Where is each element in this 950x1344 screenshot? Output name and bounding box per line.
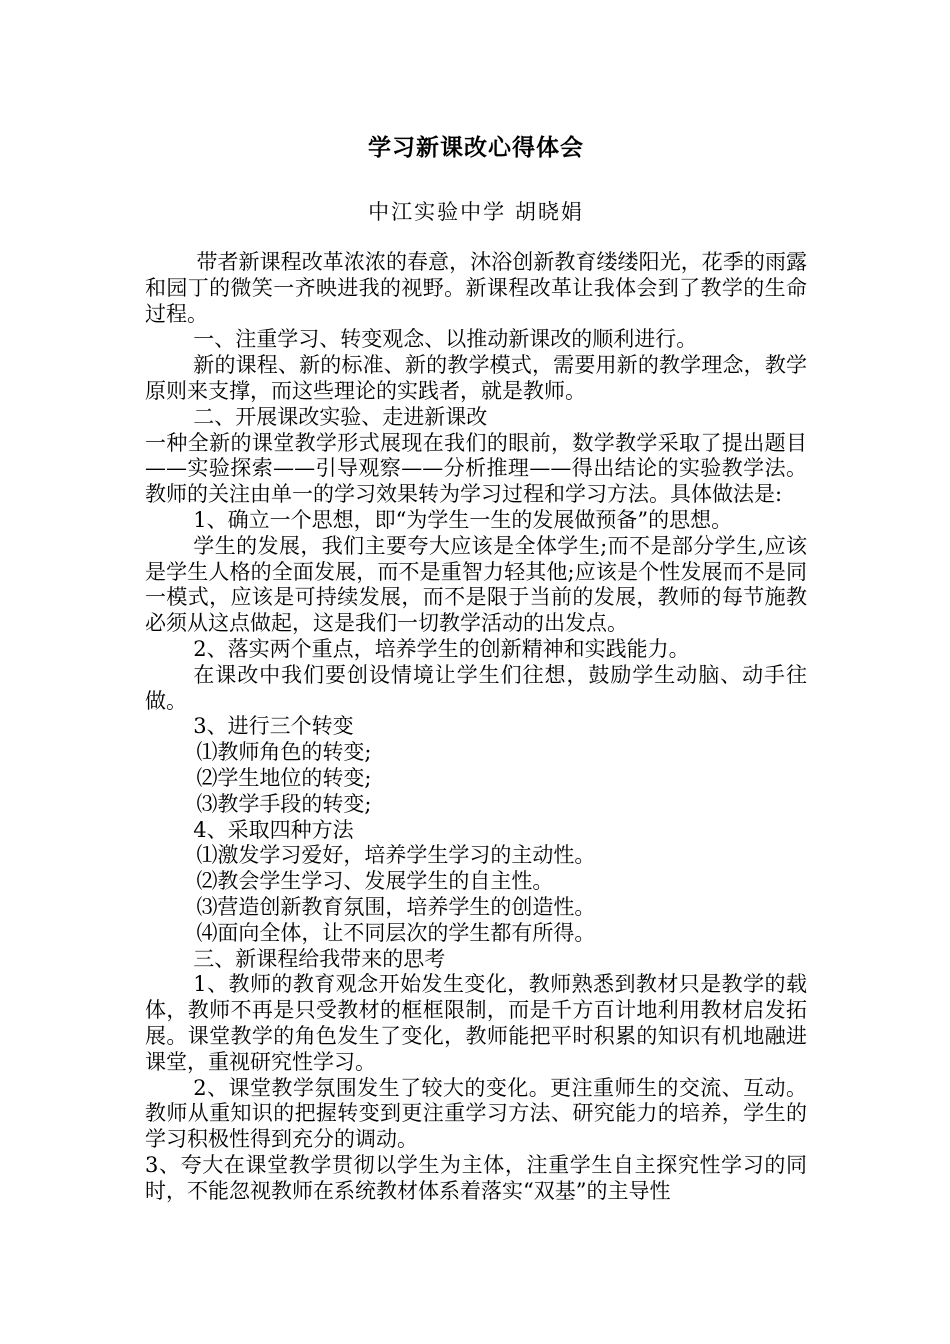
paragraph: 2、课堂教学氛围发生了较大的变化。更注重师生的交流、互动。教师从重知识的把握转变到更注重学习方法、研究能力的培养，学生的学习积极性得到充分的调动。 xyxy=(145,1075,807,1152)
paragraph: 学生的发展，我们主要夸大应该是全体学生;而不是部分学生,应该是学生人格的全面发展，而不是重智力轻其他;应该是个性发展而不是同一模式，应该是可持续发展，而不是限于当前的发展，教师的每节施教必须从这点做起，这是我们一切教学活动的出发点。 xyxy=(145,533,807,636)
list-item: ⑴激发学习爱好，培养学生学习的主动性。 xyxy=(196,843,596,868)
list-item: ⑵教会学生学习、发展学生的自主性。 xyxy=(196,869,554,894)
section-heading: 一、注重学习、转变观念、以推动新课改的顺利进行。 xyxy=(193,327,698,352)
document-body xyxy=(145,250,807,1204)
list-item: ⑶教学手段的转变; xyxy=(196,791,372,816)
list-item: ⑶营造创新教育氛围，培养学生的创造性。 xyxy=(196,894,596,919)
subheading: 4、采取四种方法 xyxy=(193,817,354,842)
paragraph: 带者新课程改革浓浓的春意，沐浴创新教育缕缕阳光，花季的雨露和园丁的微笑一齐映进我的视野。新课程改革让我体会到了教学的生命过程。 xyxy=(145,250,807,326)
paragraph: 一种全新的课堂教学形式展现在我们的眼前，数学教学采取了提出题目——实验探索——引导观察——分析推理——得出结论的实验教学法。教师的关注由单一的学习效果转为学习过程和学习方法。具体做法是: xyxy=(145,430,807,507)
document-page xyxy=(145,128,807,1204)
list-item: ⑷面向全体，让不同层次的学生都有所得。 xyxy=(196,920,596,945)
paragraph: 新的课程、新的标准、新的教学模式，需要用新的教学理念，教学原则来支撑，而这些理论的实践者，就是教师。 xyxy=(145,353,807,403)
paragraph: 3、夸大在课堂教学贯彻以学生为主体，注重学生自主探究性学习的同时，不能忽视教师在系统教材体系着落实“双基”的主导性 xyxy=(145,1152,807,1203)
subheading: 3、进行三个转变 xyxy=(193,714,354,739)
section-heading: 三、新课程给我带来的思考 xyxy=(193,946,446,971)
subheading: 2、落实两个重点，培养学生的创新精神和实践能力。 xyxy=(193,636,690,661)
document-author: 中江实验中学 胡晓娟 xyxy=(368,200,584,224)
subheading: 1、确立一个思想，即“为学生一生的发展做预备”的思想。 xyxy=(193,507,733,532)
list-item: ⑵学生地位的转变; xyxy=(196,765,372,790)
list-item: ⑴教师角色的转变; xyxy=(196,740,372,765)
section-heading: 二、开展课改实验、走进新课改 xyxy=(193,404,488,429)
paragraph: 1、教师的教育观念开始发生变化，教师熟悉到教材只是教学的载体，教师不再是只受教材的框框限制，而是千方百计地利用教材启发拓展。课堂教学的角色发生了变化，教师能把平时积累的知识有机地融进课堂，重视研究性学习。 xyxy=(145,972,807,1074)
document-title: 学习新课改心得体会 xyxy=(368,134,584,161)
paragraph: 在课改中我们要创设情境让学生们往想，鼓励学生动脑、动手往做。 xyxy=(145,662,807,713)
